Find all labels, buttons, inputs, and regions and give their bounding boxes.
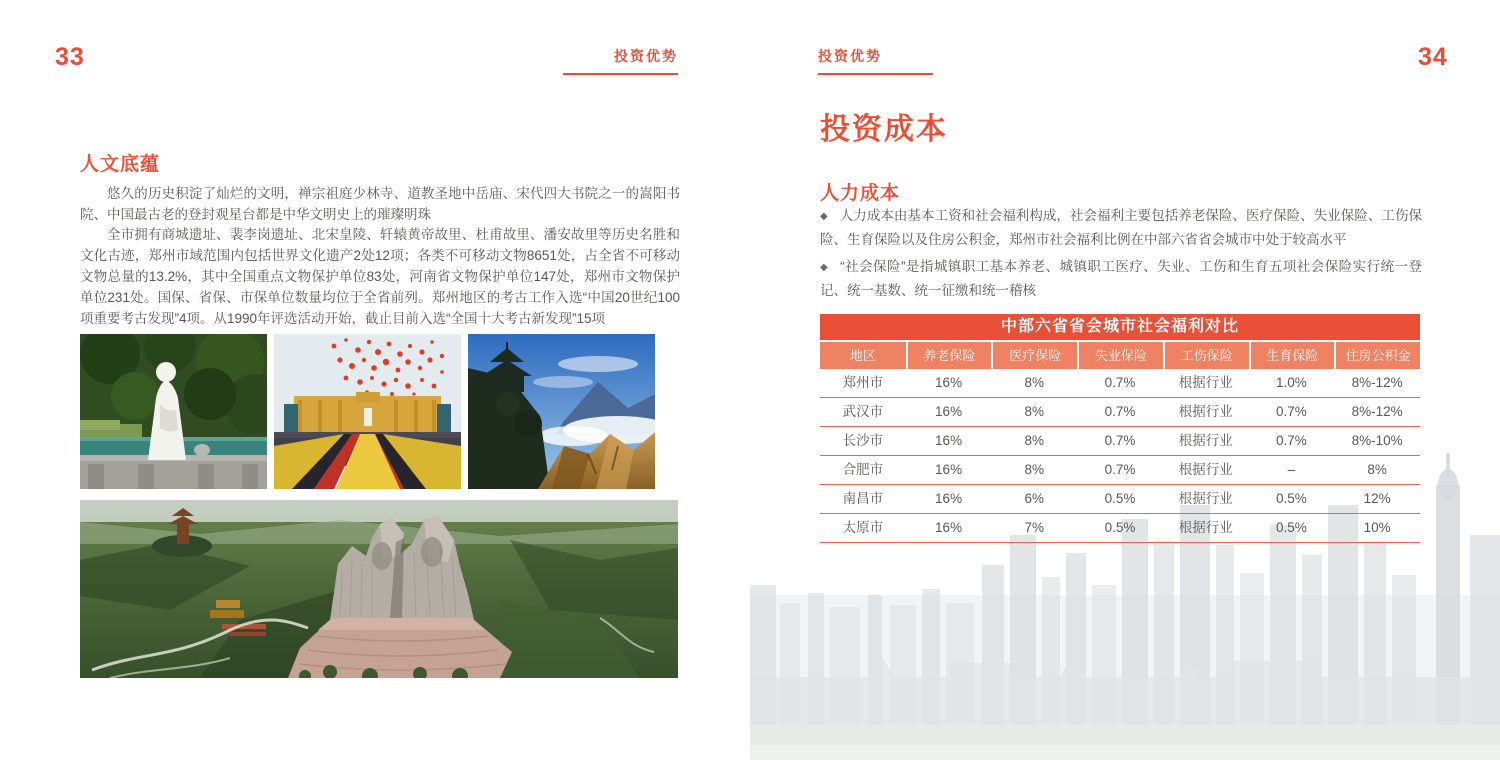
table-cell: 根据行业 — [1178, 520, 1233, 535]
column-header: 住房公积金 — [1334, 342, 1420, 369]
table-cell: 太原市 — [842, 520, 884, 535]
table-cell: 郑州市 — [842, 375, 884, 390]
table-cell: 0.5% — [1276, 491, 1307, 506]
table-cell: 8%-12% — [1351, 404, 1403, 419]
table-cell: 0.7% — [1104, 433, 1136, 448]
labor-cost-bullets — [820, 205, 1422, 307]
page-title-investment-cost: 投资成本 — [820, 113, 948, 146]
table-cell: 0.5% — [1104, 491, 1136, 506]
column-header: 地区 — [849, 348, 876, 363]
table-cell: 8%-12% — [1351, 375, 1403, 390]
table-cell: 长沙市 — [842, 433, 884, 448]
table-cell: 根据行业 — [1178, 433, 1233, 448]
table-cell: 0.7% — [1104, 404, 1136, 419]
table-row — [820, 369, 1420, 398]
photo-row — [80, 334, 655, 489]
diamond-bullet-icon: ◆ — [820, 262, 829, 273]
ancestor-worship-ceremony-photo — [274, 334, 461, 489]
running-header-right-text: 投资优势 — [818, 48, 882, 64]
table-cell: 8% — [1024, 433, 1045, 448]
page-number-left: 33 — [55, 43, 85, 71]
table-cell: 0.7% — [1104, 375, 1136, 390]
table-cell: 合肥市 — [842, 462, 884, 477]
paragraph-heritage-sites: 全市拥有商城遗址、裴李岗遗址、北宋皇陵、轩辕黄帝故里、杜甫故里、潘安故里等历史名胜和文化古迹，郑州市域范围内包括世界文化遗产2处12项；各类不可移动文物8651处，占全省不可移动文物总量的13.2%，其中全国重点文物保护单位83处，河南省文物保护单位147处，郑州市文物保护单位231处。国保、省保、市保单位数量均位于全省前列。郑州地区的考古工作入选“中国20世纪100项重要考古发现”4项。从1990年评选活动开始，截止目前入选“全国十大考古新发现”15项 — [80, 227, 680, 326]
table-header-row — [820, 342, 1420, 369]
table-title: 中部六省省会城市社会福利对比 — [820, 314, 1420, 340]
table-cell: 16% — [935, 462, 963, 477]
table-cell: 武汉市 — [842, 404, 884, 419]
ceremony-photo-graphic — [274, 334, 461, 489]
table-row — [820, 398, 1420, 427]
table-cell: 1.0% — [1276, 375, 1307, 390]
paragraph-history-civilization: 悠久的历史积淀了灿烂的文明，禅宗祖庭少林寺、道教圣地中岳庙、宋代四大书院之一的嵩阳书院、中国最古老的登封观星台都是中华文明史上的璀璨明珠 — [80, 186, 680, 222]
table-row — [820, 514, 1420, 543]
welfare-comparison-table — [820, 314, 1420, 543]
yanhuang-emperors-mountain-sculpture-panorama-photo — [80, 500, 678, 678]
table-cell: 16% — [935, 404, 963, 419]
table-cell: 0.7% — [1104, 462, 1136, 477]
table-cell: 根据行业 — [1178, 404, 1233, 419]
table-cell: 8% — [1024, 375, 1045, 390]
page-number-right: 34 — [1418, 43, 1448, 71]
table-cell: 0.5% — [1276, 520, 1307, 535]
panorama-photo-graphic — [80, 500, 678, 678]
table-cell: 8% — [1367, 462, 1387, 477]
mountain-photo-graphic — [468, 334, 655, 489]
table-cell: 根据行业 — [1178, 375, 1233, 390]
table-row — [820, 427, 1420, 456]
section-title-humanities: 人文底蕴 — [80, 154, 161, 175]
table-cell: 南昌市 — [842, 491, 884, 506]
column-header: 医疗保险 — [991, 342, 1077, 369]
running-header-right — [818, 46, 933, 75]
table-cell: 7% — [1024, 520, 1045, 535]
table-cell: 根据行业 — [1178, 491, 1233, 506]
table-cell: 6% — [1024, 491, 1045, 506]
table-cell: 16% — [935, 520, 963, 535]
table-cell: 0.5% — [1104, 520, 1136, 535]
table-row — [820, 456, 1420, 485]
bullet-item — [820, 256, 1422, 302]
table-cell: 16% — [935, 375, 963, 390]
column-header: 失业保险 — [1077, 342, 1163, 369]
table-cell: 8%-10% — [1351, 433, 1403, 448]
running-header-left-text: 投资优势 — [614, 48, 678, 64]
column-header: 工伤保险 — [1163, 342, 1249, 369]
table-cell: 8% — [1024, 404, 1045, 419]
running-header-left — [563, 46, 678, 75]
statue-photo-graphic — [80, 334, 267, 489]
table-cell: 8% — [1024, 462, 1045, 477]
column-header: 生育保险 — [1249, 342, 1335, 369]
bullet-text: “社会保险”是指城镇职工基本养老、城镇职工医疗、失业、工伤和生育五项社会保险实行统一登记、统一基数、统一征缴和统一稽核 — [820, 259, 1422, 298]
white-statue-in-park-photo — [80, 334, 267, 489]
bullet-item — [820, 205, 1422, 251]
table-row — [820, 485, 1420, 514]
table-cell: 16% — [935, 491, 963, 506]
mountain-pavilion-photo — [468, 334, 655, 489]
table-cell: 12% — [1363, 491, 1391, 506]
table-cell: – — [1287, 462, 1296, 477]
table-cell: 0.7% — [1276, 433, 1307, 448]
section-title-labor-cost: 人力成本 — [820, 183, 901, 204]
table-cell: 10% — [1363, 520, 1391, 535]
table-cell: 0.7% — [1276, 404, 1307, 419]
column-header: 养老保险 — [906, 342, 992, 369]
table-cell: 16% — [935, 433, 963, 448]
table-cell: 根据行业 — [1178, 462, 1233, 477]
diamond-bullet-icon: ◆ — [820, 211, 828, 222]
bullet-text: 人力成本由基本工资和社会福利构成，社会福利主要包括养老保险、医疗保险、失业保险、工伤保险、生育保险以及住房公积金，郑州市社会福利比例在中部六省省会城市中处于较高水平 — [820, 208, 1422, 247]
